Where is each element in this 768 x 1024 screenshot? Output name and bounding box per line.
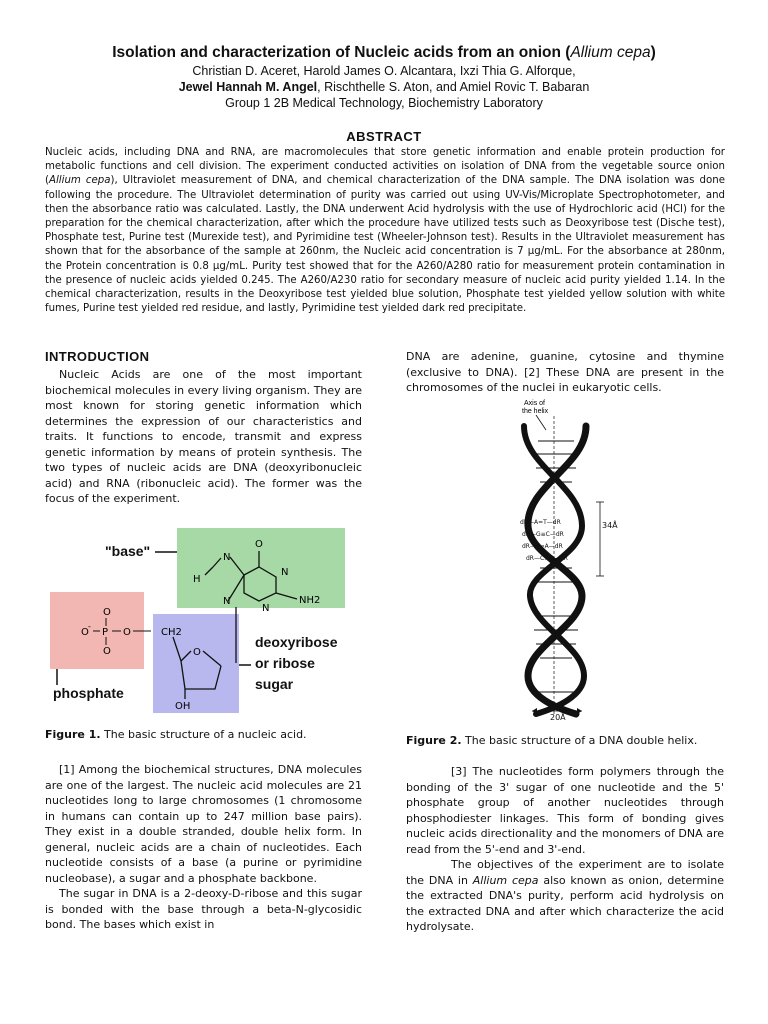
introduction-heading: INTRODUCTION: [45, 349, 150, 364]
svg-text:dR—T=A—dR: dR—T=A—dR: [522, 543, 563, 550]
atom-O-ring: O: [193, 647, 201, 658]
figure-1-diagram: [45, 523, 354, 719]
svg-text:dR—G≡C—dR: dR—G≡C—dR: [522, 531, 564, 538]
intro-right-paragraph-2: [3] The nucleotides form polymers through the bonding of the 3' sugar of one nucleotide and the 5' phosphate group of another nucleotides through phosphodiester linkages. This form of bonding gives nucleic acids directionality and the monomers of DNA are read from the 5'-end and 3'-end.: [406, 765, 724, 856]
intro-paragraph-3: The sugar in DNA is a 2-deoxy-D-ribose and this sugar is bonded with the base through a beta-N-glycosidic bond. The bases which exist in: [45, 887, 362, 931]
intro-right-paragraphs: [406, 764, 724, 935]
atom-O-link: O: [123, 627, 131, 638]
paper-title: Isolation and characterization of Nucleic acids from an onion (Allium cepa): [112, 44, 656, 61]
atom-H: H: [193, 574, 201, 585]
intro-right-paragraph-1: DNA are adenine, guanine, cytosine and thymine (exclusive to DNA). [2] These DNA are present in the chromosomes of the nuclei in eukaryotic cells.: [406, 350, 724, 394]
sugar-label-3: sugar: [255, 676, 294, 692]
atom-OH: OH: [175, 701, 191, 712]
atom-NH2: NH2: [299, 595, 321, 606]
authors-block: [0, 63, 768, 111]
sugar-label-1: deoxyribose: [255, 634, 338, 650]
atom-O-phosphate-minus: O: [81, 627, 89, 638]
dna-helix-svg: [516, 396, 616, 720]
atom-CH2: CH2: [161, 627, 182, 638]
abstract-heading: ABSTRACT: [346, 129, 422, 144]
atom-O-phosphate-top: O: [103, 607, 111, 618]
authors-line-2: Jewel Hannah M. Angel, Rischthelle S. Aton, and Amiel Rovic T. Babaran: [178, 80, 590, 94]
authors-line-1: Christian D. Aceret, Harold James O. Alcantara, Ixzi Thia G. Alforque,: [192, 64, 576, 78]
intro-right-paragraph-3: The objectives of the experiment are to isolate the DNA in Allium cepa also known as onion, determine the extracted DNA's purity, perform acid hydrolysis on the extracted DNA and after which characterize the acid hydrolysate.: [406, 858, 725, 933]
sugar-label-2: or ribose: [255, 655, 315, 671]
intro-paragraph-1: Nucleic Acids are one of the most important biochemical molecules in every living organism. They are most known for storing genetic information which determines the expression of our characteristics and traits. It functions to encode, transmit and express genetic information by means of protein synthesis. The two types of nucleic acids are DNA (deoxyribonucleic acid) and RNA (ribonucleic acid). The former was the focus of the experiment.: [45, 368, 362, 505]
intro-paragraph-2: [1] Among the biochemical structures, DNA molecules are one of the largest. The nucleic acid molecules are 21 nucleotides long to large chromosomes (1 chromosome in humans can contain up to 247 million base pairs). They exist in a double stranded, double helix form. In general, nucleic acids are a chain of nucleotides. Each nucleotide consists of a base (a purine or pyrimidine nucleobase), a sugar and a phosphate backbone. The sugar in DNA is a 2-deoxy-D-ribose and this sugar is bonded with the base through a beta-N-glycosidic bond. The bases which exist in: [45, 763, 362, 931]
figure-2-caption: Figure 2. The basic structure of a DNA double helix.: [406, 734, 698, 747]
abstract-body: Nucleic acids, including DNA and RNA, are macromolecules that store genetic information and enable protein production for metabolic functions and cell division. The experiment conducted activities on isolation of DNA from the vegetable source onion (Allium cepa), Ultraviolet measurement of DNA, and chemical characterization of the DNA sample. The DNA isolation was done following the procedure. The Ultraviolet determination of purity was carried out using UV-Vis/Microplate Spectrophotometer, and then the absorbance ratio was calculated. Lastly, the DNA underwent Acid hydrolysis with the use of Hydrochloric acid (HCl) for the preparation for the chemical characterization, after which the procedure have utilized tests such as Deoxyribose test (Dische test), Phosphate test, Purine test (Murexide test), and Pyrimidine test (Wheeler-Johnson test). Results in the Ultraviolet measurement has shown that for the absorbance of the sample at 260nm, the Nucleic acid concentration is 7 µg/mL. For the absorbance at 280nm, the Protein concentration is 0.8 µg/mL. Purity test showed that for the A260/A280 ratio for measurement protein contamination in the presence of nucleic acids yielded 0.245. The A260/A230 ratio for secondary measure of nucleic acid purity yielded 1.14. In the chemical characterization, results in the Deoxyribose test yielded blue solution, Phosphate test yielded yellow solution with white fumes, Purine test yielded red residue, and lastly, Pyrimidine test yielded dark red precipitate.: [45, 147, 725, 315]
figure-1-caption: Figure 1. The basic structure of a nucleic acid.: [45, 728, 307, 741]
atom-O-phosphate-bottom: O: [103, 646, 111, 657]
width-label: 20Å: [550, 713, 566, 722]
atom-P: P: [102, 627, 109, 638]
atom-N2: N: [281, 567, 289, 578]
base-label: "base": [105, 543, 151, 559]
axis-label-1: Axis of: [524, 400, 546, 407]
axis-label-2: the helix: [522, 408, 549, 415]
atom-N1: N: [223, 552, 231, 563]
atom-O-base: O: [255, 539, 263, 550]
svg-text:dR—A=T—dR: dR—A=T—dR: [520, 519, 561, 526]
phosphate-label: phosphate: [53, 685, 124, 701]
figure-2-diagram: [516, 396, 616, 720]
svg-text:dR—C≡G—dR: dR—C≡G—dR: [526, 555, 568, 562]
atom-N4: N: [223, 596, 231, 607]
affiliation: Group 1 2B Medical Technology, Biochemistry Laboratory: [225, 96, 543, 110]
pitch-label: 34Å: [602, 521, 618, 530]
svg-text:-: -: [88, 622, 91, 631]
atom-N3: N: [262, 603, 270, 614]
nucleotide-structure-svg: [45, 523, 354, 719]
